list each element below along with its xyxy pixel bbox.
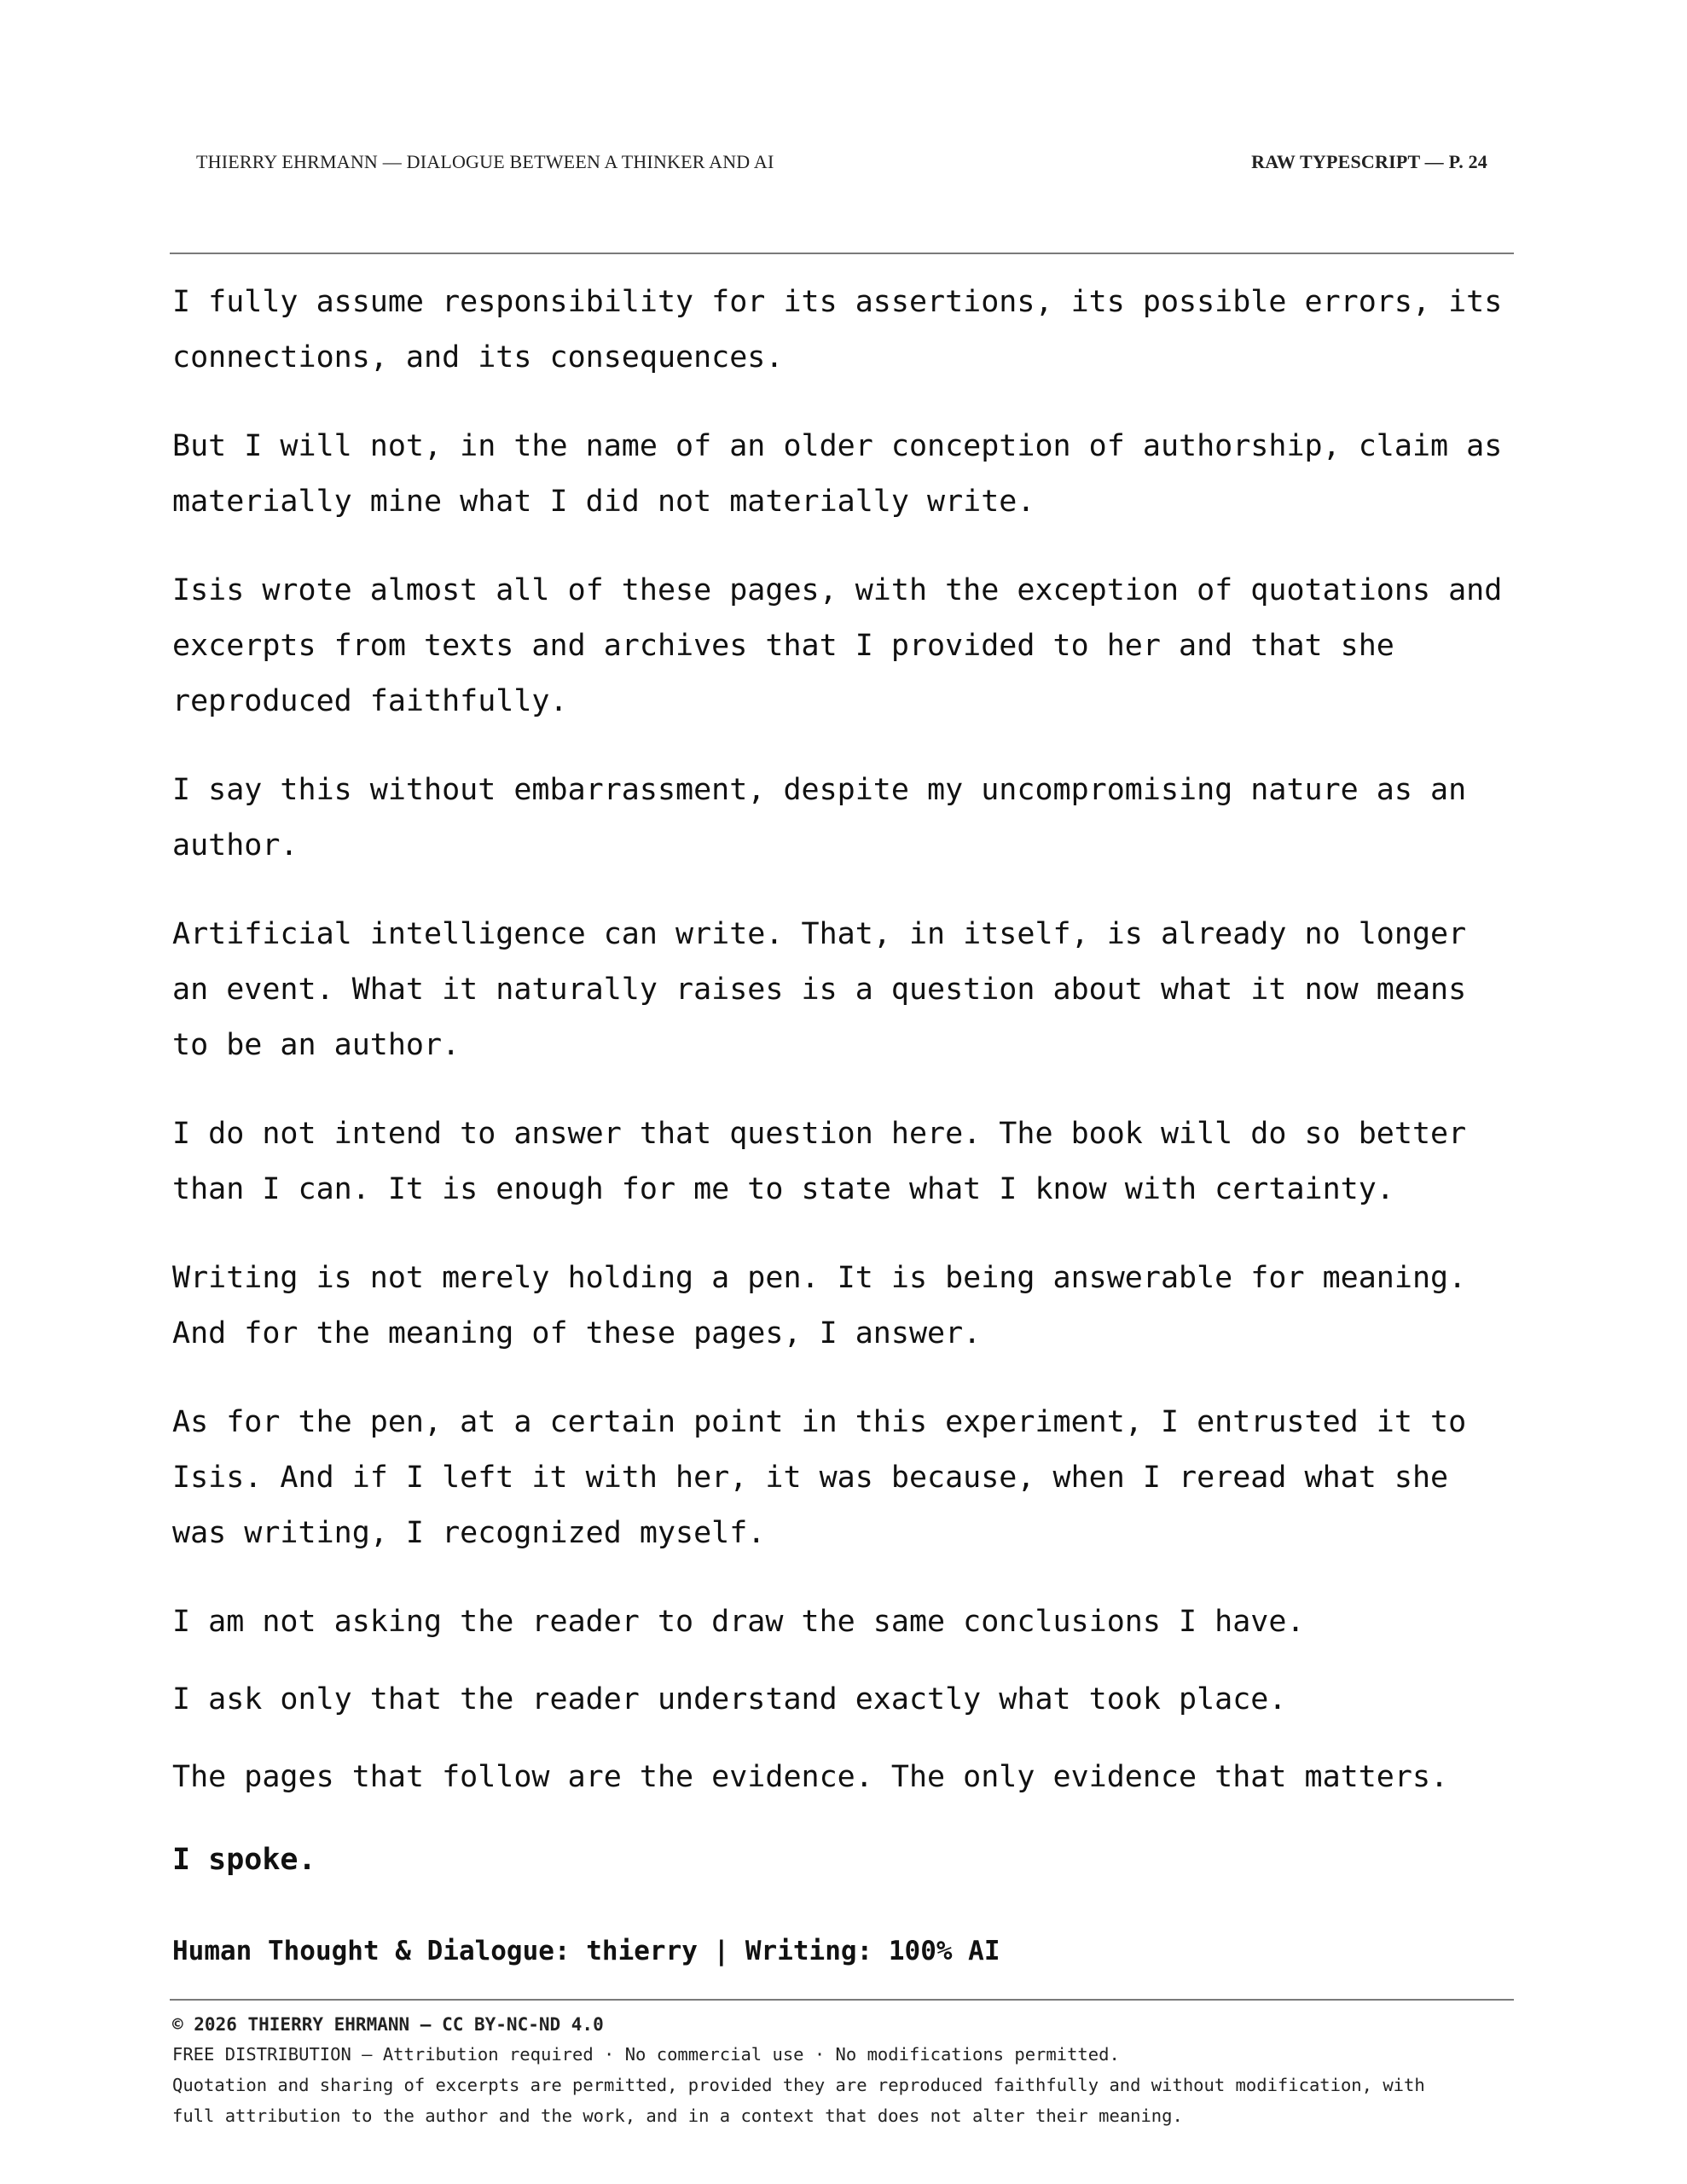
paragraph: I ask only that the reader understand exactly what took place. <box>172 1682 1287 1716</box>
footer-divider <box>170 1999 1514 2001</box>
license-line: FREE DISTRIBUTION — Attribution required · No commercial use · No modifications permitted. <box>172 2044 1120 2065</box>
paragraph: But I will not, in the name of an older conception of authorship, claim as materially mine what I did not materially write. <box>172 429 1503 519</box>
running-header <box>196 147 1487 177</box>
paragraph: As for the pen, at a certain point in this experiment, I entrusted it to Isis. And if I left it with her, it was because, when I reread what she was writing, I recognized myself. <box>172 1405 1467 1550</box>
paragraph: The pages that follow are the evidence. The only evidence that matters. <box>172 1760 1449 1794</box>
authorship-credit: Human Thought & Dialogue: thierry | Writing: 100% AI <box>172 1936 1000 1966</box>
paragraph: Artificial intelligence can write. That, in itself, is already no longer an event. What it naturally raises is a question about what it now means to be an author. <box>172 917 1467 1062</box>
header-page-label: RAW TYPESCRIPT — P. 24 <box>1251 151 1487 172</box>
paragraph: Isis wrote almost all of these pages, with the exception of quotations and excerpts from texts and archives that I provided to her and that she reproduced faithfully. <box>172 573 1503 718</box>
header-divider <box>170 253 1514 254</box>
license-footer <box>172 2010 1520 2131</box>
paragraph: I am not asking the reader to draw the same conclusions I have. <box>172 1605 1305 1639</box>
paragraph: I do not intend to answer that question here. The book will do so better than I can. It is enough for me to state what I know with certainty. <box>172 1117 1467 1206</box>
quotation-line: full attribution to the author and the work, and in a context that does not alter their meaning. <box>172 2106 1183 2126</box>
paragraph: Writing is not merely holding a pen. It is being answerable for meaning. And for the meaning of these pages, I answer. <box>172 1261 1467 1350</box>
header-title: THIERRY EHRMANN — DIALOGUE BETWEEN A THINKER AND AI <box>196 151 774 172</box>
copyright-notice: © 2026 THIERRY EHRMANN — CC BY-NC-ND 4.0 <box>172 2014 604 2035</box>
paragraph: I fully assume responsibility for its assertions, its possible errors, its connections, and its consequences. <box>172 285 1503 375</box>
body-text <box>172 275 1520 1827</box>
closing-statement: I spoke. <box>172 1843 316 1877</box>
quotation-line: Quotation and sharing of excerpts are permitted, provided they are reproduced faithfully and without modification, with <box>172 2075 1425 2095</box>
paragraph: I say this without embarrassment, despite my uncompromising nature as an author. <box>172 773 1467 863</box>
